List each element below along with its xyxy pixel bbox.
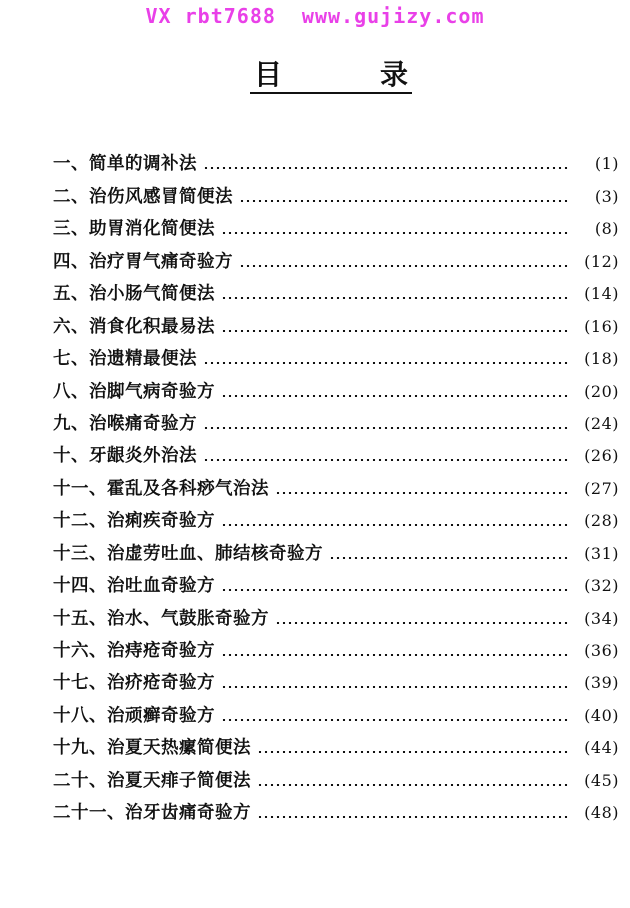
- toc-leader-dots: [239, 265, 569, 267]
- toc-entry-label: 十五、治水、气鼓胀奇验方: [53, 608, 269, 629]
- toc-entry-page: (3): [594, 186, 619, 206]
- toc-entry-label: 十六、治痔疮奇验方: [53, 641, 215, 661]
- toc-entry-page: (16): [584, 316, 619, 336]
- toc-entry-page: (39): [584, 673, 619, 693]
- toc-entry: [53, 662, 619, 694]
- toc-leader-dots: [221, 654, 569, 656]
- toc-entry-page: (27): [584, 478, 619, 498]
- toc-entry: [53, 565, 619, 597]
- toc-leader-dots: [221, 719, 569, 721]
- page-title-char-1: 目: [254, 58, 283, 91]
- toc-entry-page: (31): [584, 543, 619, 563]
- page-title-char-2: 录: [379, 58, 408, 91]
- toc-leader-dots: [329, 557, 569, 559]
- toc-leader-dots: [203, 459, 569, 461]
- toc-entry-page: (12): [584, 251, 619, 271]
- toc-leader-dots: [257, 816, 569, 818]
- toc-entry: [53, 370, 619, 402]
- toc-leader-dots: [275, 622, 569, 624]
- toc-entry: [53, 694, 619, 726]
- toc-entry-page: (34): [584, 608, 619, 628]
- toc-leader-dots: [203, 427, 569, 429]
- toc-entry: [53, 467, 619, 499]
- toc-entry: [53, 273, 619, 305]
- toc-entry-page: (45): [584, 770, 619, 790]
- toc-leader-dots: [221, 395, 569, 397]
- toc-entry-label: 八、治脚气病奇验方: [53, 381, 215, 402]
- toc-entry-page: (28): [584, 511, 619, 531]
- toc-entry-page: (1): [594, 154, 619, 174]
- toc-leader-dots: [221, 297, 569, 299]
- toc-entry-label: 七、治遗精最便法: [53, 349, 197, 370]
- toc-leader-dots: [221, 232, 569, 234]
- toc-leader-dots: [221, 524, 569, 526]
- page-title: [250, 58, 412, 94]
- toc-leader-dots: [239, 200, 569, 202]
- toc-leader-dots: [257, 784, 569, 786]
- toc-entry: [53, 792, 619, 824]
- toc-entry: [53, 727, 619, 759]
- toc-entry-label: 十三、治虚劳吐血、肺结核奇验方: [53, 543, 323, 564]
- toc-entry-label: 九、治喉痛奇验方: [53, 413, 197, 434]
- toc-entry: [53, 175, 619, 207]
- toc-entry: [53, 435, 619, 467]
- toc-entry: [53, 500, 619, 532]
- toc-leader-dots: [221, 686, 569, 688]
- toc-entry-label: 二、治伤风感冒简便法: [53, 186, 233, 207]
- toc-leader-dots: [221, 330, 569, 332]
- toc-entry-page: (20): [584, 381, 619, 401]
- toc-entry: [53, 630, 619, 662]
- watermark-banner: [0, 4, 630, 28]
- toc-entry-page: (36): [584, 641, 619, 660]
- toc-entry-label: 十七、治疥疮奇验方: [53, 673, 215, 694]
- toc-entry-label: 二十、治夏天痱子简便法: [53, 770, 251, 791]
- toc-entry-label: 四、治疗胃气痛奇验方: [53, 251, 233, 272]
- toc-entry-page: (26): [584, 446, 619, 466]
- toc-entry: [53, 208, 619, 240]
- toc-entry-label: 十二、治痢疾奇验方: [53, 511, 215, 532]
- toc-leader-dots: [275, 492, 569, 494]
- toc-entry-label: 十九、治夏天热瘰简便法: [53, 738, 251, 759]
- toc-leader-dots: [203, 362, 569, 364]
- toc-entry-label: 十一、霍乱及各科痧气治法: [53, 478, 269, 499]
- toc-entry-page: (48): [584, 803, 619, 823]
- toc-entry-label: 十八、治顽癣奇验方: [53, 705, 215, 726]
- toc-entry-label: 三、助胃消化简便法: [53, 219, 215, 240]
- toc-entry: [53, 305, 619, 337]
- toc-entry-label: 六、消食化积最易法: [53, 316, 215, 337]
- toc-entry-label: 一、简单的调补法: [53, 154, 197, 175]
- toc-leader-dots: [203, 167, 569, 169]
- toc-entry: [53, 240, 619, 272]
- toc-entry-label: 十、牙龈炎外治法: [53, 446, 197, 467]
- toc-entry-page: (24): [584, 413, 619, 433]
- toc-entry-page: (14): [584, 284, 619, 304]
- toc-entry-page: (32): [584, 576, 619, 596]
- toc-entry: [53, 597, 619, 629]
- toc-entry-page: (40): [584, 705, 619, 725]
- toc-entry: [53, 143, 619, 175]
- toc-entry: [53, 403, 619, 435]
- toc-leader-dots: [221, 589, 569, 591]
- toc-entry: [53, 532, 619, 564]
- watermark-contact: VX rbt7688: [145, 4, 276, 28]
- toc-entry-page: (18): [584, 349, 619, 369]
- toc-entry: [53, 338, 619, 370]
- toc-leader-dots: [257, 751, 569, 753]
- toc-entry-label: 二十一、治牙齿痛奇验方: [53, 803, 251, 824]
- toc-entry-label: 五、治小肠气简便法: [53, 284, 215, 305]
- toc-entry-page: (8): [594, 219, 619, 239]
- table-of-contents: [53, 143, 619, 824]
- toc-entry: [53, 759, 619, 791]
- watermark-url: www.gujizy.com: [301, 4, 485, 28]
- toc-entry-label: 十四、治吐血奇验方: [53, 576, 215, 597]
- toc-entry-page: (44): [584, 738, 619, 758]
